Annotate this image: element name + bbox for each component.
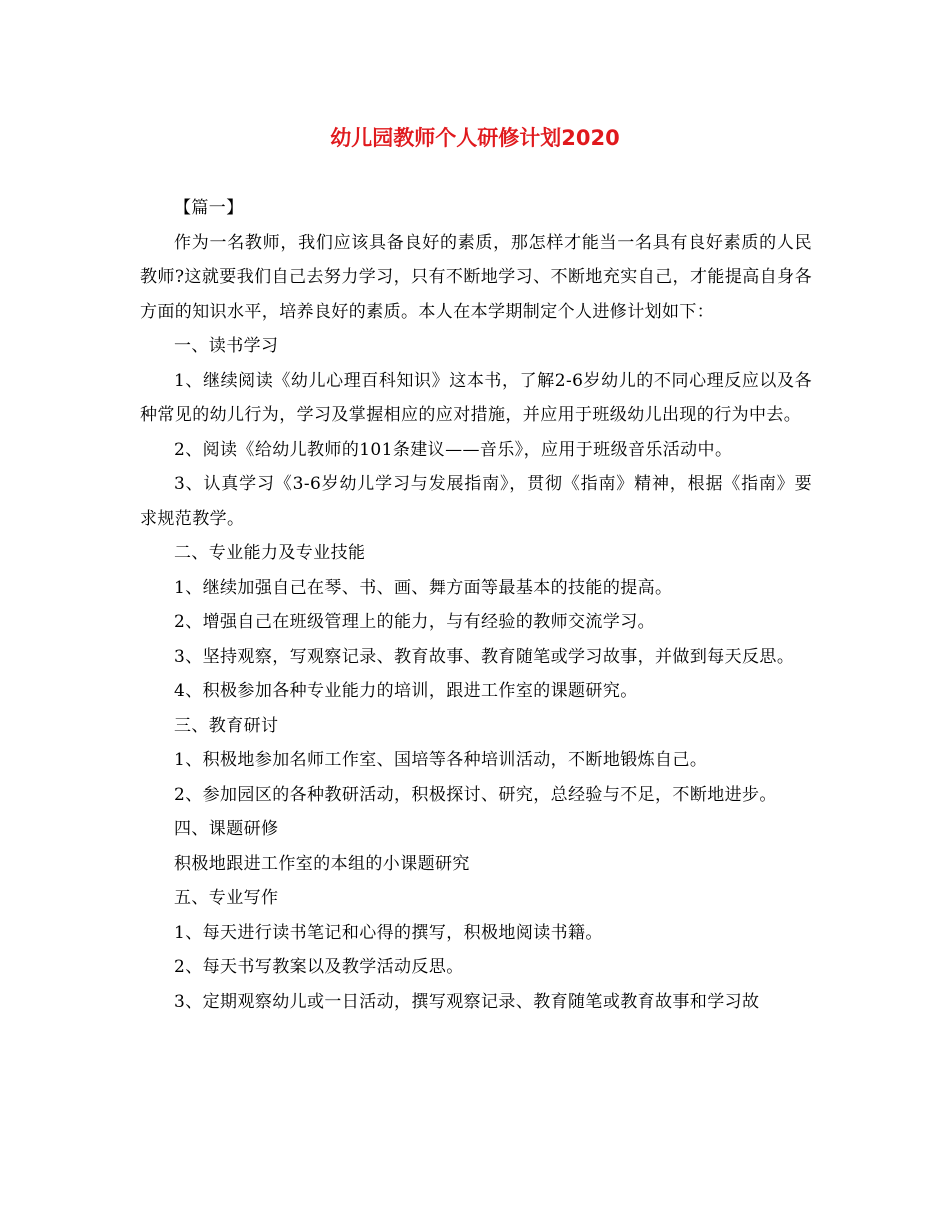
document-title: 幼儿园教师个人研修计划2020 <box>330 126 620 150</box>
paragraph: 五、专业写作 <box>174 888 279 908</box>
paragraph: 3、定期观察幼儿或一日活动，撰写观察记录、教育随笔或教育故事和学习故 <box>174 991 760 1012</box>
paragraph: 2、参加园区的各种教研活动，积极探讨、研究，总经验与不足，不断地进步。 <box>174 784 777 805</box>
paragraph: 3、认真学习《3-6岁幼儿学习与发展指南》，贯彻《指南》精神，根据《指南》要求规范教学。 <box>140 474 812 529</box>
paragraph: 作为一名教师，我们应该具备良好的素质，那怎样才能当一名具有良好素质的人民教师?这就要我们自己去努力学习，只有不断地学习、不断地充实自己，才能提高自身各方面的知识水平，培养良好的素质。本人在本学期制定个人进修计划如下： <box>140 232 812 322</box>
paragraph: 2、增强自己在班级管理上的能力，与有经验的教师交流学习。 <box>174 612 656 632</box>
paragraph: 【篇一】 <box>174 198 244 218</box>
paragraph: 4、积极参加各种专业能力的培训，跟进工作室的课题研究。 <box>174 681 638 701</box>
paragraph: 2、每天书写教案以及教学活动反思。 <box>174 957 464 977</box>
paragraph: 1、继续阅读《幼儿心理百科知识》这本书，了解2-6岁幼儿的不同心理反应以及各种常见的幼儿行为，学习及掌握相应的应对措施，并应用于班级幼儿出现的行为中去。 <box>140 370 812 425</box>
paragraph: 3、坚持观察，写观察记录、教育故事、教育随笔或学习故事，并做到每天反思。 <box>174 646 795 667</box>
document-body <box>140 191 812 1019</box>
paragraph: 1、积极地参加名师工作室、国培等各种培训活动，不断地锻炼自己。 <box>174 750 708 770</box>
paragraph: 一、读书学习 <box>174 336 279 356</box>
paragraph: 积极地跟进工作室的本组的小课题研究 <box>174 853 470 874</box>
paragraph: 2、阅读《给幼儿教师的101条建议——音乐》，应用于班级音乐活动中。 <box>174 439 733 460</box>
paragraph: 1、继续加强自己在琴、书、画、舞方面等最基本的技能的提高。 <box>174 577 673 598</box>
paragraph: 四、课题研修 <box>174 819 279 839</box>
paragraph: 三、教育研讨 <box>174 715 279 736</box>
paragraph: 二、专业能力及专业技能 <box>174 543 366 563</box>
paragraph: 1、每天进行读书笔记和心得的撰写，积极地阅读书籍。 <box>174 922 603 943</box>
